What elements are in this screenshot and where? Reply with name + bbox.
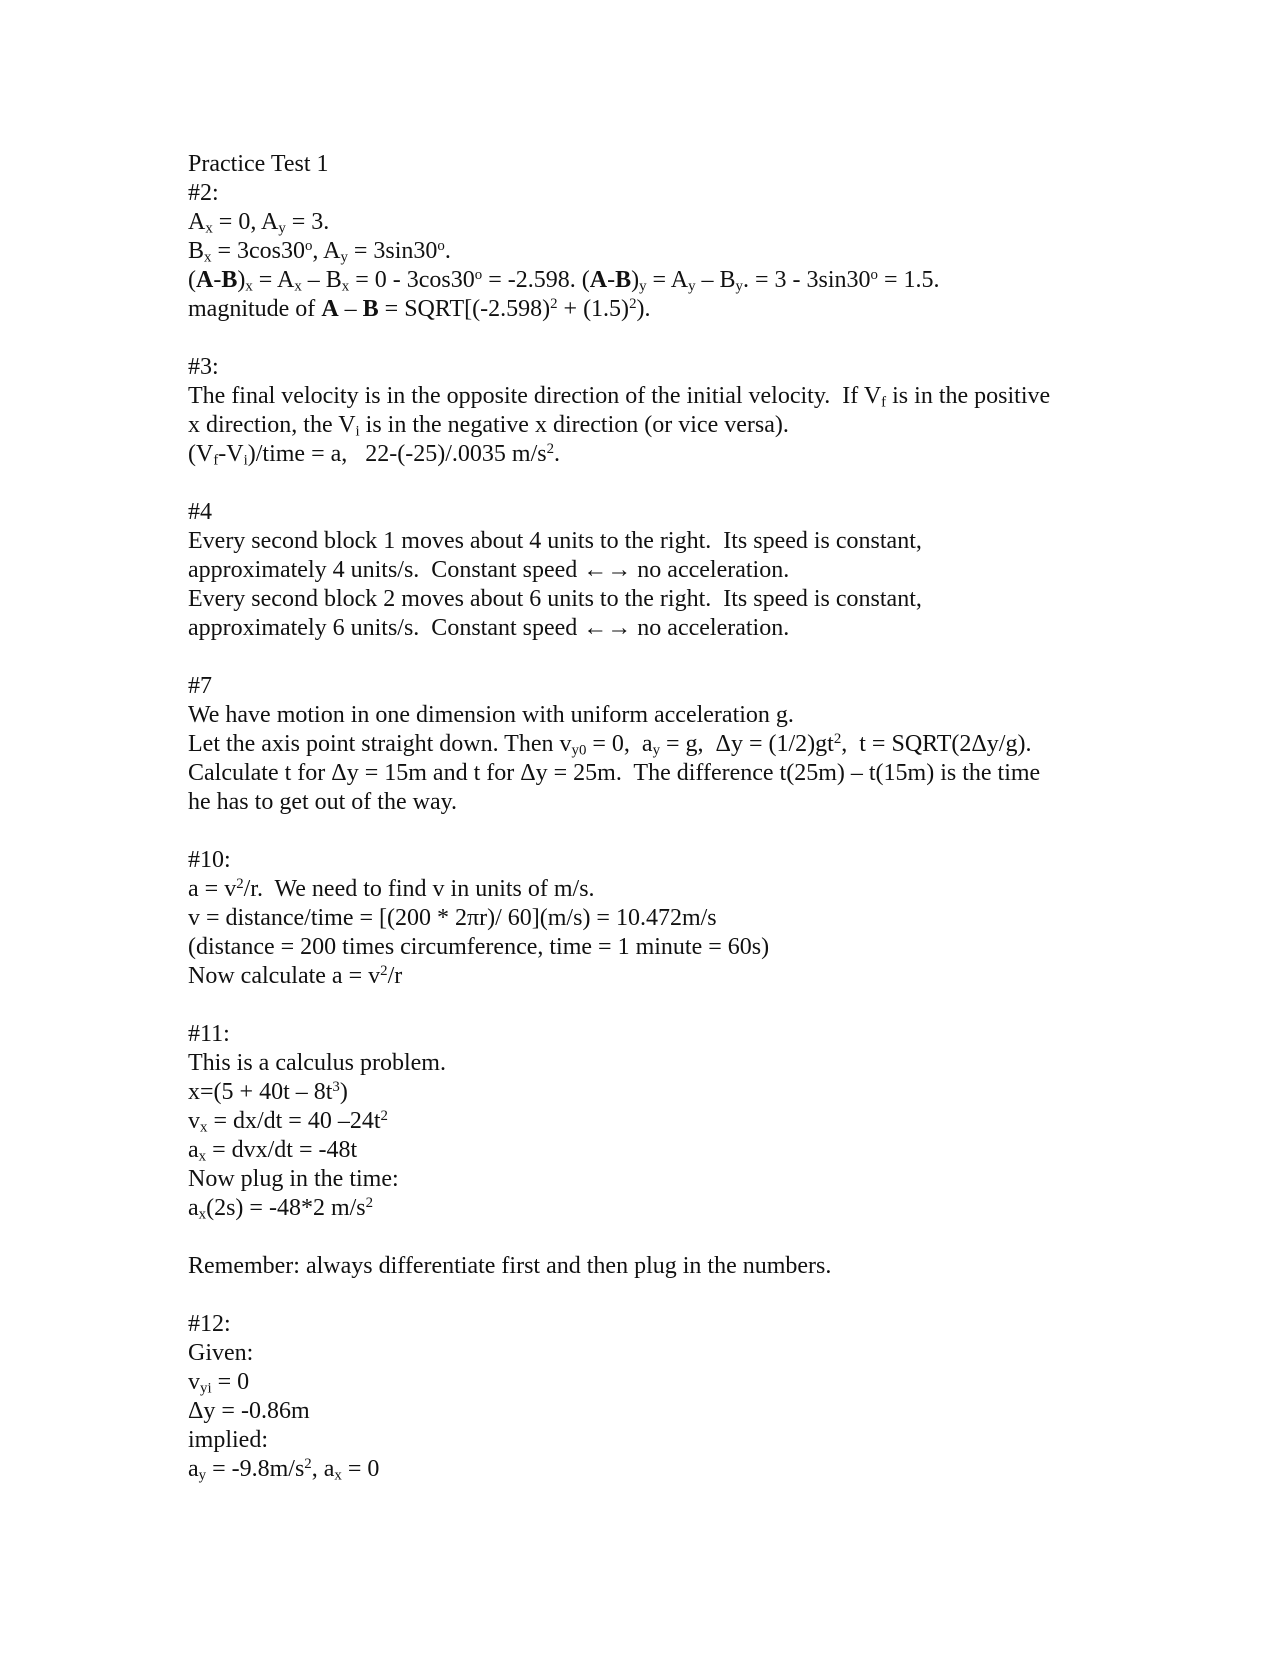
section-gap bbox=[188, 469, 1108, 498]
text-line: Given: bbox=[188, 1340, 254, 1366]
document-title: Practice Test 1 bbox=[188, 151, 329, 177]
text-line bbox=[188, 1223, 1108, 1252]
problem-section bbox=[188, 846, 1108, 991]
text-line: Now plug in the time: bbox=[188, 1166, 399, 1192]
problem-header: #10: bbox=[188, 847, 231, 873]
text-line: magnitude of $A - B = SQRT[(-2.598)^2 + (1.5)^2)$. bbox=[188, 295, 651, 322]
section-gap bbox=[188, 643, 1108, 672]
text-line: Calculate t for Δy = 15m and t for Δy = 25m. The difference t(25m) – t(15m) is the time bbox=[188, 760, 1041, 786]
problem-section bbox=[188, 353, 1108, 469]
text-line: Every second block 2 moves about 6 units to the right. Its speed is constant, bbox=[188, 586, 922, 612]
text-line: $(V_f-V_i)$/time = a, 22-(-25)/.0035 $m/s^2$. bbox=[188, 440, 561, 469]
text-line: $v_{yi} = 0$ bbox=[188, 1369, 250, 1397]
text-line: $a_x = dvx/dt = -48t$ bbox=[188, 1137, 358, 1165]
text-line: $a = v^2/r$. We need to find v in units of m/s. bbox=[188, 875, 595, 902]
text-line: Remember: always differentiate first and then plug in the numbers. bbox=[188, 1253, 832, 1279]
text-line: Δy = -0.86m bbox=[188, 1398, 310, 1424]
text-line: Now calculate $a = v^2/r$ bbox=[188, 962, 403, 989]
text-line: he has to get out of the way. bbox=[188, 789, 458, 815]
text-line: $v_x = dx/dt = 40$ $-24t^2$ bbox=[188, 1107, 388, 1136]
problem-header: #11: bbox=[188, 1021, 230, 1047]
problem-section bbox=[188, 1310, 1108, 1484]
problem-section bbox=[188, 672, 1108, 817]
text-line: The final velocity is in the opposite direction of the initial velocity. If $V_f$ is in the positive bbox=[188, 383, 1051, 411]
text-line: $a_y = -9.8m/s^2$, $a_x = 0$ bbox=[188, 1455, 380, 1484]
text-line: approximately 4 units/s. Constant speed ←→ no acceleration. bbox=[188, 557, 790, 583]
document-page bbox=[188, 150, 1108, 1484]
text-line: $x=(5 + 40t - 8t^3)$ bbox=[188, 1078, 348, 1105]
problem-section bbox=[188, 179, 1108, 324]
problem-header: #12: bbox=[188, 1311, 231, 1337]
text-line: $B_x = 3\cos 30^o$, $A_y = 3\sin 30^o$. bbox=[188, 237, 451, 266]
text-line: Let the axis point straight down. Then $v_{y0} = 0$, $a_y = g$, $\Delta y = (1/2)gt^2$, t = SQRT(2Δy/g). bbox=[188, 730, 1032, 759]
section-gap bbox=[188, 817, 1108, 846]
text-line: This is a calculus problem. bbox=[188, 1050, 446, 1076]
text-line: implied: bbox=[188, 1427, 268, 1453]
problem-section bbox=[188, 1020, 1108, 1281]
section-gap bbox=[188, 324, 1108, 353]
section-gap bbox=[188, 991, 1108, 1020]
problem-header: #4 bbox=[188, 499, 212, 525]
problem-section bbox=[188, 498, 1108, 643]
text-line: approximately 6 units/s. Constant speed ←→ no acceleration. bbox=[188, 615, 790, 641]
text-line: (distance = 200 times circumference, time = 1 minute = 60s) bbox=[188, 934, 770, 960]
text-line: We have motion in one dimension with uniform acceleration g. bbox=[188, 702, 794, 728]
section-gap bbox=[188, 1281, 1108, 1310]
text-line: x direction, the $V_i$ is in the negative x direction (or vice versa). bbox=[188, 412, 789, 440]
text-line: v = distance/time = [(200 * 2πr)/ 60](m/s) = 10.472m/s bbox=[188, 905, 717, 931]
text-line: Every second block 1 moves about 4 units to the right. Its speed is constant, bbox=[188, 528, 922, 554]
text-line: $A_x = 0$, $A_y = 3$. bbox=[188, 209, 330, 237]
sections-container bbox=[188, 179, 1108, 1484]
text-line: $a_x(2s) = -48*2$ $m/s^2$ bbox=[188, 1194, 374, 1223]
text-line: $(A-B)_x = A_x - B_x = 0 - 3\cos 30^o = -2.598$. $(A-B)_y = A_y - B_y$. = $3 - 3\sin 30^o = 1.5$. bbox=[188, 266, 940, 295]
problem-header: #7 bbox=[188, 673, 212, 699]
problem-header: #2: bbox=[188, 180, 219, 206]
problem-header: #3: bbox=[188, 354, 219, 380]
